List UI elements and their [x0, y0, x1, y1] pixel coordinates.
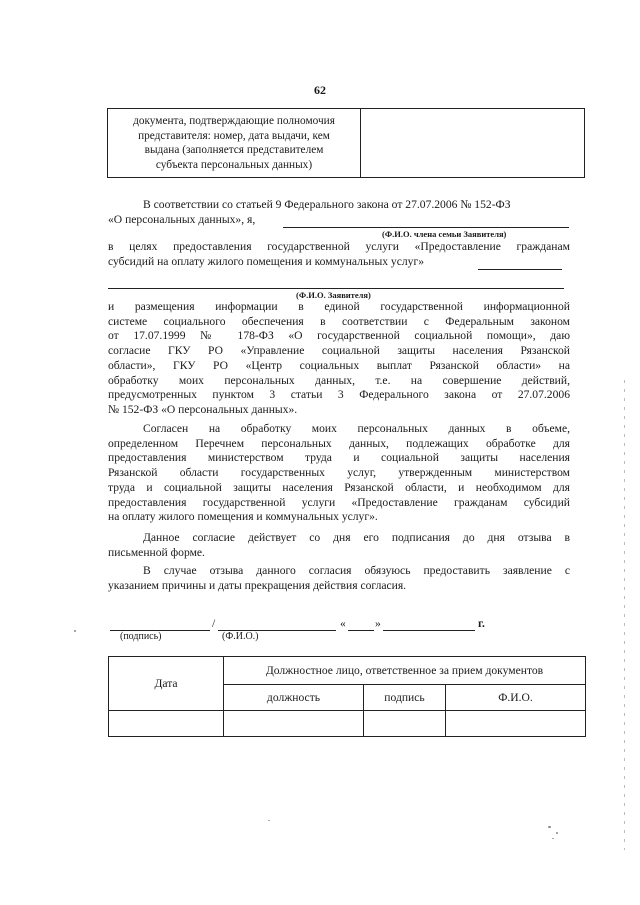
signature-cell[interactable]: [364, 711, 446, 737]
scan-speck: [548, 826, 551, 828]
paragraph-line: предоставления министерством труда и социальной защиты населения: [108, 451, 570, 465]
signer-name-caption: (Ф.И.О.): [222, 631, 259, 642]
date-quote-open: «: [340, 617, 346, 630]
representative-document-value: [361, 109, 585, 178]
revocation-paragraph: [108, 564, 570, 593]
paragraph-line: области», ГКУ РО «Центр социальных выплат Рязанской области» на: [108, 358, 570, 372]
date-cell[interactable]: [109, 711, 224, 737]
consent-line: «О персональных данных», я,: [108, 212, 256, 226]
representative-document-table: [107, 108, 585, 178]
paragraph-line: Данное согласие действует со дня его подписания до дня отзыва в: [143, 531, 570, 544]
full-name-cell[interactable]: [446, 711, 586, 737]
applicant-name-field[interactable]: [108, 288, 564, 289]
signature-header: подпись: [364, 685, 446, 711]
applicant-name-field-end[interactable]: [478, 269, 562, 270]
paragraph-line: № 152-ФЗ «О персональных данных».: [108, 402, 298, 416]
scan-edge-mark: [624, 380, 625, 850]
consent-purpose: [108, 240, 570, 269]
consent-line: В соответствии со статьей 9 Федерального закона от 27.07.2006 № 152-ФЗ: [143, 198, 511, 211]
agreement-paragraph: [108, 422, 570, 525]
applicant-caption: (Ф.И.О. Заявителя): [296, 290, 371, 300]
full-name-header: Ф.И.О.: [446, 685, 586, 711]
representative-label-line: выдана (заполняется представителем: [144, 144, 324, 156]
day-field[interactable]: [348, 630, 374, 631]
consent-opening: [108, 198, 570, 227]
representative-label-line: документа, подтверждающие полномочия: [133, 115, 335, 127]
date-header: Дата: [109, 657, 224, 711]
paragraph-line: системе социального обеспечения в соответствии с Федеральным законом: [108, 314, 570, 328]
paragraph-line: согласие ГКУ РО «Управление социальной защиты населения Рязанской: [108, 344, 570, 358]
paragraph-line: труда и социальной защиты населения Рязанской области, и необходимом для: [108, 480, 570, 494]
position-cell[interactable]: [224, 711, 364, 737]
family-member-caption: (Ф.И.О. члена семьи Заявителя): [382, 229, 507, 239]
position-header: должность: [224, 685, 364, 711]
signature-slash: /: [212, 617, 216, 630]
paragraph-line: Рязанской области государственных услуг, утвержденным министерством: [108, 466, 570, 480]
representative-label-line: представителя: номер, дата выдачи, кем: [138, 129, 330, 142]
paragraph-line: В случае отзыва данного согласия обязуюсь предоставить заявление с: [143, 564, 570, 577]
validity-paragraph: [108, 531, 570, 560]
paragraph-line: на оплату жилого помещения и коммунальных услуг».: [108, 510, 378, 524]
page-number: 62: [314, 83, 326, 97]
scan-speck: [74, 630, 76, 632]
paragraph-line: письменной форме.: [108, 545, 205, 559]
representative-document-label: [108, 109, 361, 178]
paragraph-line: указанием причины и даты прекращения действия согласия.: [108, 578, 407, 592]
scan-speck: [268, 820, 270, 821]
consent-line: в целях предоставления государственной услуги «Предоставление гражданам: [108, 240, 570, 253]
acceptance-table: [108, 656, 586, 737]
paragraph-line: предусмотренных пунктом 3 статьи 3 Федерального закона от 27.07.2006: [108, 388, 570, 402]
official-header: Должностное лицо, ответственное за прием документов: [224, 657, 586, 685]
consent-line: субсидий на оплату жилого помещения и коммунальных услуг»: [108, 254, 425, 268]
representative-label-line: субъекта персональных данных): [155, 158, 313, 171]
paragraph-line: определенном Перечнем персональных данных, подлежащих обработке для: [108, 436, 570, 450]
paragraph-line: и размещения информации в единой государственной информационной: [108, 300, 570, 313]
paragraph-line: обработку моих персональных данных, т.е. на совершение действий,: [108, 373, 570, 387]
paragraph-line: предоставления государственной услуги «Предоставление гражданам субсидий: [108, 495, 570, 509]
paragraph-line: Согласен на обработку моих персональных данных в объеме,: [143, 422, 570, 435]
paragraph-line: от 17.07.1999 № 178-ФЗ «О государственной социальной помощи», даю: [108, 329, 570, 343]
scan-speck: [552, 838, 554, 839]
month-year-field[interactable]: [383, 630, 475, 631]
scan-speck: [556, 832, 558, 834]
year-suffix: г.: [478, 617, 485, 630]
family-member-name-field[interactable]: [283, 227, 569, 228]
date-quote-close: »: [375, 617, 381, 630]
signature-caption: (подпись): [120, 631, 162, 642]
consent-paragraph: [108, 300, 570, 418]
